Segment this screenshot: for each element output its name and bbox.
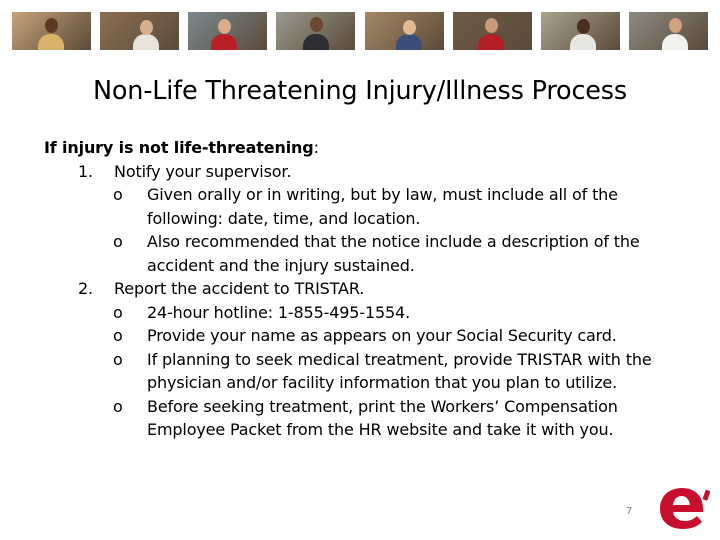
- photo-2: [100, 12, 179, 50]
- photo-1: [12, 12, 91, 50]
- photo-8: [629, 12, 708, 50]
- person-head: [485, 18, 498, 33]
- person-body: [570, 34, 596, 50]
- person-head: [577, 19, 590, 34]
- person-head: [669, 18, 682, 33]
- photo-5: [365, 12, 444, 50]
- sub-item: [44, 230, 684, 277]
- bullet-o-icon: o: [113, 396, 123, 416]
- list-item-1: [44, 160, 684, 184]
- intro-colon: :: [313, 138, 319, 157]
- list-item-text: Report the accident to TRISTAR.: [114, 279, 365, 298]
- sub-item-line: Given orally or in writing, but by law, must include all of the: [147, 185, 618, 204]
- list-item-text: Notify your supervisor.: [114, 161, 292, 181]
- sub-item-line: accident and the injury sustained.: [147, 255, 415, 275]
- bullet-o-icon: o: [113, 349, 123, 369]
- sub-item: [44, 301, 684, 325]
- sub-item: [44, 348, 684, 395]
- sub-item: [44, 183, 684, 230]
- list-item-2: [44, 277, 684, 301]
- sub-item: [44, 395, 684, 442]
- bullet-o-icon: o: [113, 185, 123, 204]
- slide-body: [44, 136, 684, 442]
- sub-item-line: following: date, time, and location.: [147, 208, 421, 228]
- person-body: [662, 34, 688, 50]
- list-number: 2.: [78, 279, 93, 298]
- sub-item: [44, 324, 684, 348]
- photo-4: [276, 12, 355, 50]
- e-logo-icon: [652, 484, 710, 530]
- bullet-o-icon: o: [113, 326, 123, 345]
- intro-line: [44, 136, 684, 160]
- person-body: [38, 34, 64, 50]
- bullet-o-icon: o: [113, 232, 123, 251]
- person-head: [45, 18, 58, 33]
- slide-title: Non-Life Threatening Injury/Illness Process: [93, 76, 627, 106]
- sub-item-line: physician and/or facility information that you plan to utilize.: [147, 373, 618, 392]
- person-body: [133, 34, 159, 50]
- person-head: [403, 20, 416, 35]
- sub-item-line: Also recommended that the notice include a description of the: [147, 232, 640, 251]
- sub-item-line: 24-hour hotline: 1-855-495-1554.: [147, 302, 411, 322]
- sub-item-line: Before seeking treatment, print the Workers’ Compensation: [147, 396, 618, 416]
- slide-number: 7: [626, 506, 633, 517]
- sub-item-line: If planning to seek medical treatment, provide TRISTAR with the: [147, 349, 652, 369]
- bullet-o-icon: o: [113, 302, 123, 322]
- person-body: [396, 34, 422, 50]
- list-number: 1.: [78, 161, 93, 181]
- intro-bold-text: If injury is not life-threatening: [44, 138, 314, 157]
- photo-3: [188, 12, 267, 50]
- photo-banner: [12, 12, 708, 50]
- photo-6: [453, 12, 532, 50]
- sub-item-line: Provide your name as appears on your Social Security card.: [147, 326, 617, 345]
- photo-7: [541, 12, 620, 50]
- sub-item-line: Employee Packet from the HR website and take it with you.: [147, 420, 614, 439]
- person-body: [478, 34, 504, 50]
